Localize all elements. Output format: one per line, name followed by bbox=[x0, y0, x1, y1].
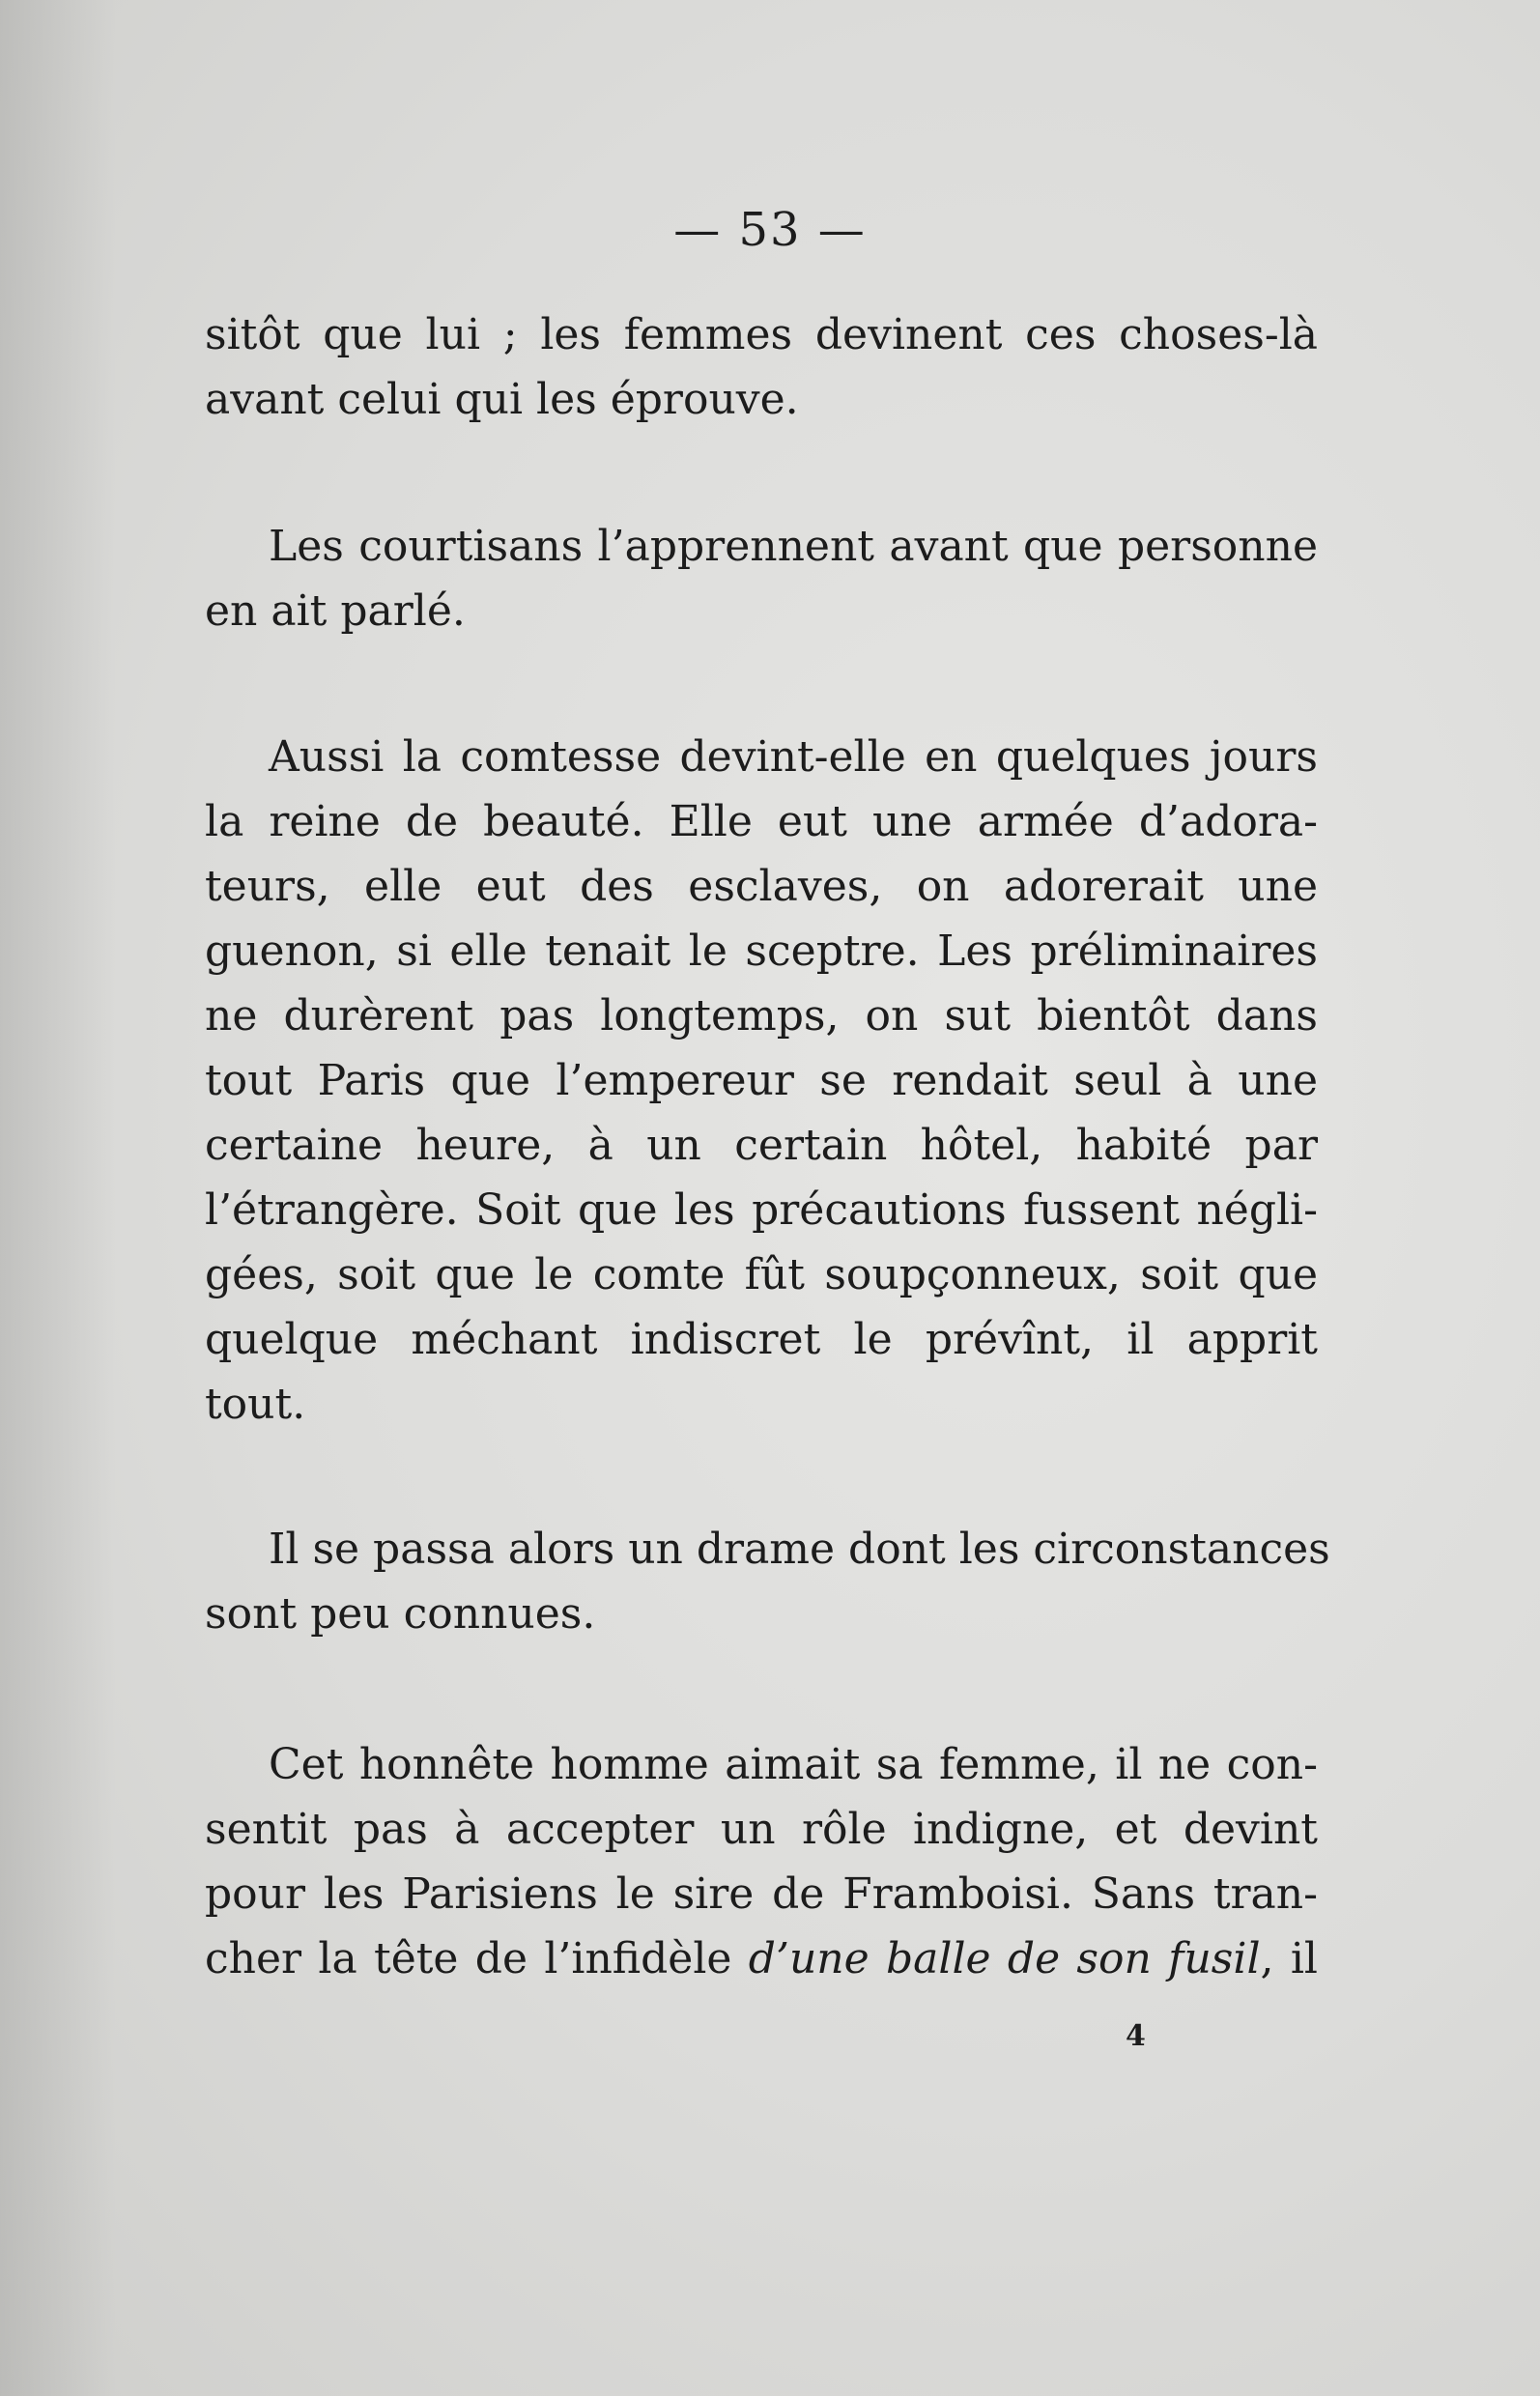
text-line: sitôt que lui ; les femmes devinent ces choses-là bbox=[205, 310, 1318, 359]
signature-mark: 4 bbox=[1126, 2019, 1146, 2053]
text-line: gées, soit que le comte fût soupçonneux, soit que bbox=[205, 1250, 1318, 1299]
text-line: Il se passa alors un drame dont les circonstances bbox=[269, 1525, 1330, 1574]
paragraph-5 bbox=[205, 1732, 1318, 1991]
text-line: Aussi la comtesse devint-elle en quelques jours bbox=[269, 732, 1318, 782]
paragraph-2 bbox=[205, 514, 1318, 643]
text-fragment: , il bbox=[1260, 1934, 1318, 1983]
text-line: avant celui qui les éprouve. bbox=[205, 375, 799, 424]
text-line: Cet honnête homme aimait sa femme, il ne con- bbox=[269, 1740, 1318, 1789]
paragraph-3 bbox=[205, 725, 1318, 1437]
text-line: quelque méchant indiscret le prévînt, il apprit bbox=[205, 1315, 1318, 1364]
text-line: certaine heure, à un certain hôtel, habité par bbox=[205, 1121, 1318, 1170]
text-line: Les courtisans l’apprennent avant que personne bbox=[269, 522, 1318, 571]
text-fragment: cher la tête de l’infidèle bbox=[205, 1934, 732, 1983]
text-line: la reine de beauté. Elle eut une armée d’adora- bbox=[205, 797, 1318, 846]
italic-phrase: d’une balle de son fusil bbox=[748, 1934, 1261, 1983]
text-line: tout Paris que l’empereur se rendait seul à une bbox=[205, 1056, 1318, 1105]
paragraph-4 bbox=[205, 1517, 1330, 1646]
text-line: sont peu connues. bbox=[205, 1589, 596, 1639]
text-line: teurs, elle eut des esclaves, on adorerait une bbox=[205, 862, 1318, 911]
page-number: — 53 — bbox=[673, 203, 867, 257]
text-line: l’étrangère. Soit que les précautions fussent négli- bbox=[205, 1185, 1318, 1235]
text-line: ne durèrent pas longtemps, on sut bientôt dans bbox=[205, 991, 1318, 1041]
text-line-with-italic bbox=[205, 1926, 1318, 1991]
page-gutter-shadow bbox=[0, 0, 116, 2396]
text-line: en ait parlé. bbox=[205, 586, 466, 636]
text-line: sentit pas à accepter un rôle indigne, et devint bbox=[205, 1805, 1318, 1854]
text-line: pour les Parisiens le sire de Framboisi. Sans tran- bbox=[205, 1869, 1318, 1919]
paragraph-1 bbox=[205, 302, 1318, 432]
text-line: tout. bbox=[205, 1380, 306, 1429]
text-line: guenon, si elle tenait le sceptre. Les préliminaires bbox=[205, 927, 1318, 976]
